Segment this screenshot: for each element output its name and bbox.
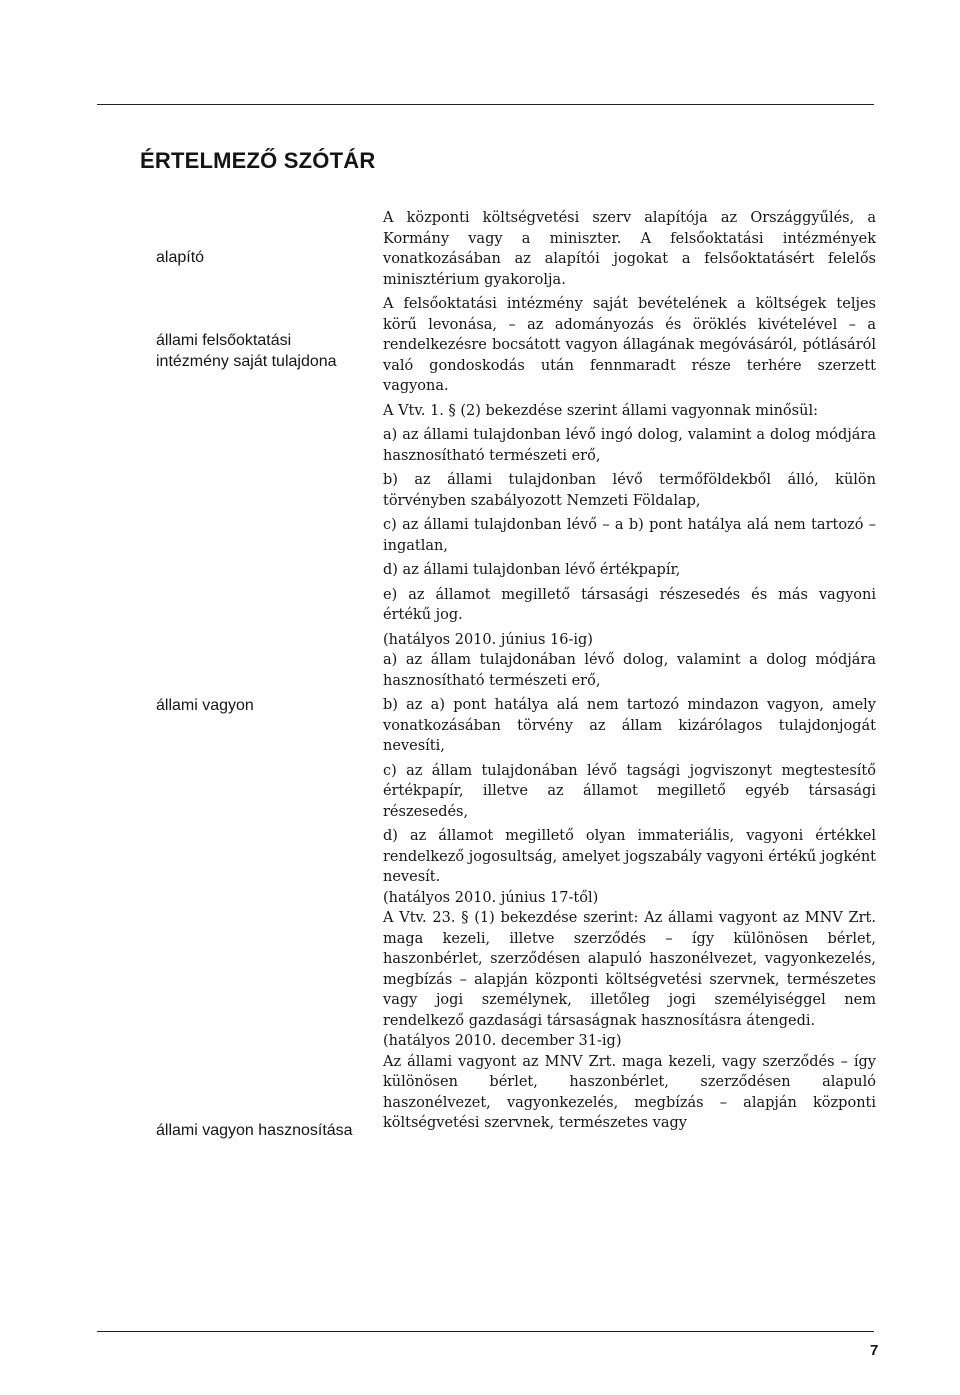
- list-item: d) az állami tulajdonban lévő értékpapír,: [383, 562, 681, 578]
- list-item: d) az államot megillető olyan immateriális, vagyoni értékkel rendelkező jogosultság, amelyet jogszabály vagyoni értékű jogként nevesít.: [383, 828, 876, 885]
- definition-paragraph: A Vtv. 23. § (1) bekezdése szerint: Az állami vagyont az MNV Zrt. maga kezeli, illetve szerződés – így különösen bérlet, haszonbérlet, szerződésen alapuló haszonélvezet, vagyonkezelés, megbízás – alapján központi költségvetési szervnek, természetes vagy jogi személynek, illetőleg jogi személyiséggel nem rendelkező gazdasági társaságnak hasznosításra átengedi.: [383, 910, 876, 1029]
- header-rule: [97, 104, 874, 105]
- list-item: b) az állami tulajdonban lévő termőföldekből álló, külön törvényben szabályozott Nemzeti Földalap,: [383, 472, 876, 509]
- definition-paragraph: A központi költségvetési szerv alapítója az Országgyűlés, a Kormány vagy a miniszter. A felsőoktatási intézmények vonatkozásában az alapítói jogokat a felsőoktatásért felelős minisztérium gyakorolja.: [383, 210, 876, 288]
- validity-note: (hatályos 2010. december 31-ig): [383, 1033, 622, 1049]
- list-item: a) az állami tulajdonban lévő ingó dolog, valamint a dolog módjára hasznosítható természeti erő,: [383, 427, 876, 464]
- validity-note: (hatályos 2010. június 16-ig): [383, 631, 593, 648]
- term-allami-vagyon-hasznositasa: állami vagyon hasznosítása: [156, 1122, 353, 1139]
- definitions-column: [383, 208, 876, 1138]
- definition-paragraph: A Vtv. 1. § (2) bekezdése szerint állami vagyonnak minősül:: [383, 402, 818, 419]
- page-title: ÉRTELMEZŐ SZÓTÁR: [140, 148, 376, 173]
- page-number: 7: [870, 1342, 879, 1359]
- list-item: a) az állam tulajdonában lévő dolog, valamint a dolog módjára hasznosítható természeti erő,: [383, 652, 876, 689]
- list-item: b) az a) pont hatálya alá nem tartozó mindazon vagyon, amely vonatkozásában törvény az állam kizárólagos tulajdonjogát nevesíti,: [383, 697, 876, 754]
- term-alapito: alapító: [156, 249, 205, 266]
- list-item: c) az állam tulajdonában lévő tagsági jogviszonyt megtestesítő értékpapír, illetve az államot megillető egyéb társasági részesedés,: [383, 762, 876, 820]
- definition-paragraph: A felsőoktatási intézmény saját bevételének a költségek teljes körű levonása, – az adományozás és öröklés kivételével – a rendelkezésre bocsátott vagyon állagának megóvásáról, pótlásáról való gondoskodás után fennmaradt része terhére szerzett vagyona.: [383, 296, 876, 394]
- definition-paragraph: Az állami vagyont az MNV Zrt. maga kezeli, vagy szerződés – így különösen bérlet, haszonbérlet, szerződésen alapuló haszonélvezet, vagyonkezelés, megbízás – alapján központi költségvetési szervnek, természetes vagy: [383, 1053, 876, 1131]
- footer-rule: [97, 1331, 874, 1332]
- term-allami-vagyon: állami vagyon: [156, 697, 254, 714]
- list-item: c) az állami tulajdonban lévő – a b) pont hatálya alá nem tartozó – ingatlan,: [383, 517, 876, 554]
- list-item: e) az államot megillető társasági részesedés és más vagyoni értékű jog.: [383, 586, 876, 623]
- term-felsooktatasi-intezmeny-sajat-tulajdona: állami felsőoktatási intézmény saját tulajdona: [156, 332, 337, 370]
- validity-note: (hatályos 2010. június 17-től): [383, 889, 599, 906]
